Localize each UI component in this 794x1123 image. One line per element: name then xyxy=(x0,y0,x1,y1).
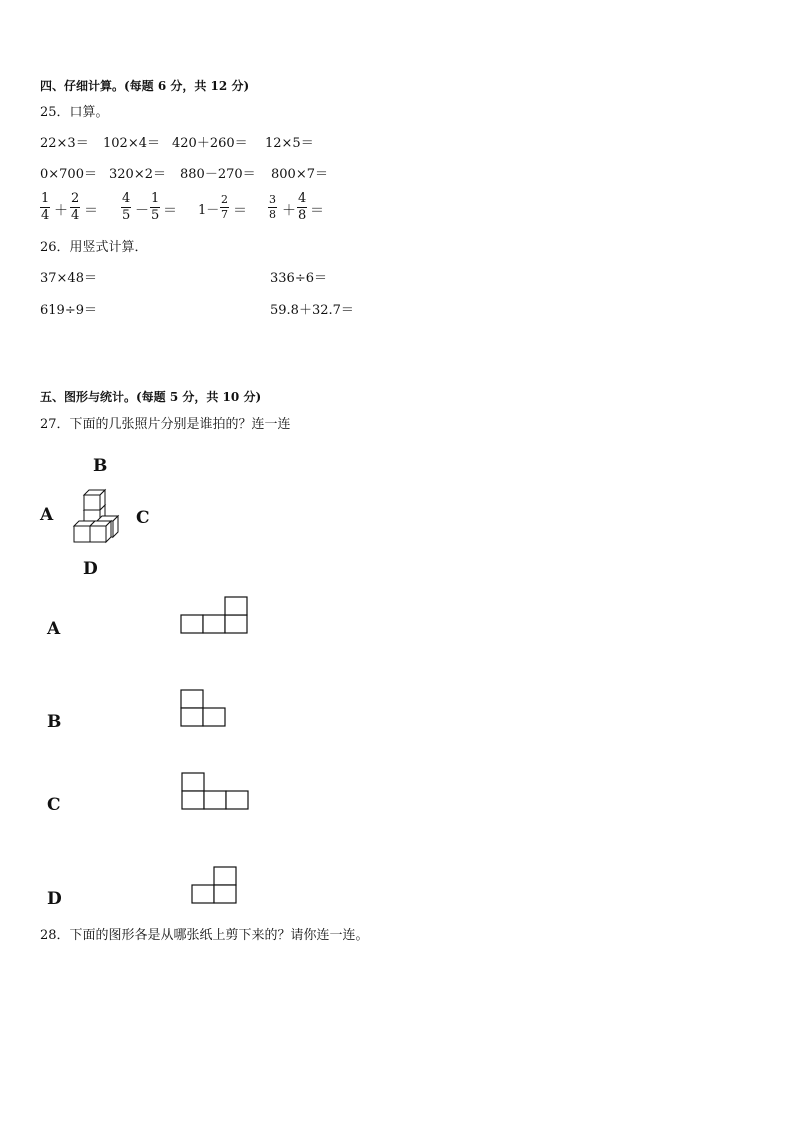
expr-800x7: 800×7＝ xyxy=(271,167,328,182)
question-26-title: 26．用竖式计算． xyxy=(40,240,148,255)
view-shape-b xyxy=(180,690,228,728)
operator: ＋ xyxy=(54,203,68,219)
fraction: 2 7 xyxy=(221,193,228,221)
expr-22x3: 22×3＝ xyxy=(40,136,89,151)
cube-stack-figure xyxy=(70,490,122,546)
position-label-bottom: D xyxy=(83,559,98,579)
expr-102x4: 102×4＝ xyxy=(103,136,160,151)
fraction: 1 4 xyxy=(41,191,50,223)
operator: － xyxy=(135,203,149,219)
position-label-right: C xyxy=(136,508,150,528)
position-label-left: A xyxy=(40,505,54,525)
view-label-c: C xyxy=(47,795,61,815)
equals-sign: ＝ xyxy=(310,203,324,219)
view-shape-a xyxy=(180,597,250,635)
fraction: 1 5 xyxy=(151,191,160,223)
expr-0x700: 0×700＝ xyxy=(40,167,97,182)
vertical-calc-59-8plus32-7: 59.8＋32.7＝ xyxy=(270,303,354,318)
expr-420plus260: 420＋260＝ xyxy=(172,136,248,151)
fraction: 2 4 xyxy=(71,191,80,223)
view-label-b: B xyxy=(47,712,62,732)
vertical-calc-37x48: 37×48＝ xyxy=(40,271,97,286)
whole-number-minus: 1－ xyxy=(198,203,220,218)
question-28-title: 28．下面的图形各是从哪张纸上剪下来的？请你连一连。 xyxy=(40,928,369,943)
expr-12x5: 12×5＝ xyxy=(265,136,314,151)
equals-sign: ＝ xyxy=(233,203,247,219)
section-4-heading: 四、仔细计算。(每题 6 分，共 12 分) xyxy=(40,79,250,93)
view-shape-d xyxy=(191,867,239,905)
question-25-title: 25．口算。 xyxy=(40,105,109,120)
position-label-top: B xyxy=(93,456,108,476)
view-label-d: D xyxy=(47,889,62,909)
expr-880minus270: 880－270＝ xyxy=(180,167,256,182)
section-5-heading: 五、图形与统计。(每题 5 分，共 10 分) xyxy=(40,390,262,404)
equals-sign: ＝ xyxy=(163,203,177,219)
view-label-a: A xyxy=(47,619,61,639)
operator: ＋ xyxy=(282,203,296,219)
expr-320x2: 320×2＝ xyxy=(109,167,166,182)
equals-sign: ＝ xyxy=(84,203,98,219)
question-27-title: 27．下面的几张照片分别是谁拍的？连一连 xyxy=(40,417,291,432)
fraction: 3 8 xyxy=(269,193,276,221)
fraction: 4 5 xyxy=(122,191,131,223)
fraction: 4 8 xyxy=(298,191,307,223)
vertical-calc-336div6: 336÷6＝ xyxy=(270,271,327,286)
vertical-calc-619div9: 619÷9＝ xyxy=(40,303,97,318)
view-shape-c xyxy=(181,773,251,811)
